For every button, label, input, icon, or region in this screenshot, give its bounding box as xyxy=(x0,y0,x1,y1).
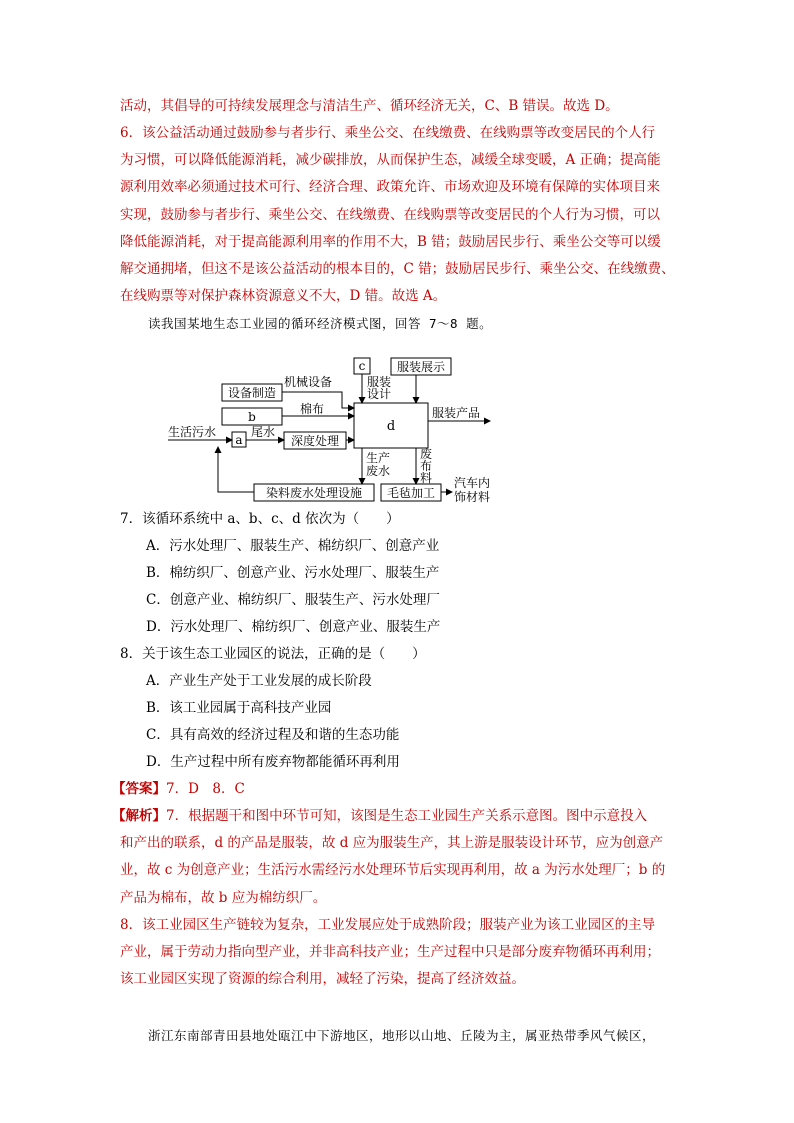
answer-text: 7．D 8．C xyxy=(166,781,245,797)
question-8-option-a: A．产业生产处于工业发展的成长阶段 xyxy=(146,673,372,689)
explanation-q6-line: 降低能源消耗，对于提高能源利用率的作用不大，B 错；鼓励居民步行、乘坐公交等可以缓 xyxy=(120,233,661,250)
label-shengchan-feishui-1: 生产 xyxy=(366,451,391,465)
label-qiche-neishi-2: 饰材料 xyxy=(454,490,491,504)
label-fei-bu-liao-2: 布 xyxy=(420,459,433,473)
answer-line xyxy=(112,776,245,803)
box-c-label: c xyxy=(358,359,366,373)
label-mianbu: 棉布 xyxy=(300,402,325,416)
box-maozhan-label: 毛毡加工 xyxy=(386,486,436,500)
label-shengchan-feishui-2: 废水 xyxy=(366,464,391,478)
label-fuzhuang-sheji-1: 服装 xyxy=(367,375,392,389)
question-8-option-c: C．具有高效的经济过程及和谐的生态功能 xyxy=(146,727,400,743)
question-7-option-a: A．污水处理厂、服装生产、棉纺织厂、创意产业 xyxy=(146,538,440,554)
question-7-option-d: D．污水处理厂、棉纺织厂、创意产业、服装生产 xyxy=(146,619,441,635)
question-8-stem: 8．关于该生态工业园区的说法，正确的是（ ） xyxy=(120,646,426,662)
explanation-q6-line: 解交通拥堵，但这不是该公益活动的根本目的，C 错；鼓励居民步行、乘坐公交、在线缴费、 xyxy=(120,261,675,278)
box-shendu-label: 深度处理 xyxy=(290,434,340,448)
box-b-label: b xyxy=(248,410,256,424)
label-shenghuo-wushui: 生活污水 xyxy=(168,425,217,439)
explanation-q6-line: 为习惯，可以降低能源消耗，减少碳排放，从而保护生态，减缓全球变暖，A 正确；提高能 xyxy=(120,152,661,169)
label-jixie-shebei: 机械设备 xyxy=(284,375,333,389)
analysis-q7 xyxy=(112,803,676,912)
label-fuzhuang-sheji-2: 设计 xyxy=(367,387,392,401)
explanation-q6-line: 源利用效率必须通过技术可行、经济合理、政策允许、市场欢迎及环境有保障的实体项目来 xyxy=(120,179,660,196)
analysis-q8-line: 8．该工业园区生产链较为复杂，工业发展应处于成熟阶段；服装产业为该工业园区的主导 xyxy=(120,917,656,933)
question-8-option-b: B．该工业园属于高科技产业园 xyxy=(146,700,332,716)
box-fuzhuang-zhanshi-label: 服装展示 xyxy=(396,360,446,374)
circular-economy-diagram xyxy=(160,346,520,511)
explanation-q6 xyxy=(120,120,676,310)
box-a-label: a xyxy=(235,433,243,447)
analysis-q8-line: 该工业园区实现了资源的综合利用，减轻了污染，提高了经济效益。 xyxy=(120,971,525,988)
analysis-q8 xyxy=(120,912,676,994)
explanation-q6-line: 6．该公益活动通过鼓励参与者步行、乘坐公交、在线缴费、在线购票等改变居民的个人行 xyxy=(120,125,656,141)
analysis-label: 【解析】 xyxy=(112,808,166,824)
label-fei-bu-liao-1: 废 xyxy=(420,447,433,461)
box-ranliao-label: 染料废水处理设施 xyxy=(265,486,363,500)
next-question-intro: 浙江东南部青田县地处瓯江中下游地区，地形以山地、丘陵为主，属亚热带季风气候区， xyxy=(148,1028,656,1043)
label-weishui: 尾水 xyxy=(251,425,276,439)
question-7-stem: 7．该循环系统中 a、b、c、d 依次为（ ） xyxy=(120,511,400,527)
question-7-option-b: B．棉纺织厂、创意产业、污水处理厂、服装生产 xyxy=(146,565,440,581)
explanation-q6-line: 在线购票等对保护森林资源意义不大，D 错。故选 A。 xyxy=(120,288,447,305)
analysis-q7-line: 业，故 c 为创意产业；生活污水需经污水处理环节后实现再利用，故 a 为污水处理厂；b 的 xyxy=(120,862,666,879)
question-intro: 读我国某地生态工业园的循环经济模式图，回答 7～8 题。 xyxy=(148,316,493,331)
box-shebei-label: 设备制造 xyxy=(227,386,277,400)
question-7-option-c: C．创意产业、棉纺织厂、服装生产、污水处理厂 xyxy=(146,592,440,608)
explanation-q6-line: 实现，鼓励参与者步行、乘坐公交、在线缴费、在线购票等改变居民的个人行为习惯，可以 xyxy=(120,206,660,223)
box-d-label: d xyxy=(386,419,396,434)
question-8-option-d: D．生产过程中所有废弃物都能循环再利用 xyxy=(146,754,400,770)
explanation-line-1: 活动，其倡导的可持续发展理念与清洁生产、循环经济无关，C、B 错误。故选 D。 xyxy=(120,98,619,114)
label-fuzhuang-chanpin: 服装产品 xyxy=(432,406,481,420)
analysis-q7-line: 和产出的联系，d 的产品是服装，故 d 应为服装生产，其上游是服装设计环节，应为创意产 xyxy=(120,835,664,852)
analysis-q7-line: 产品为棉布，故 b 应为棉纺织厂。 xyxy=(120,889,327,906)
label-fei-bu-liao-3: 料 xyxy=(420,471,433,485)
analysis-q8-line: 产业，属于劳动力指向型产业，并非高科技产业；生产过程中只是部分废弃物循环再利用； xyxy=(120,944,660,961)
label-qiche-neishi-1: 汽车内 xyxy=(454,476,491,490)
analysis-q7-line: 7．根据题干和图中环节可知，该图是生态工业园生产关系示意图。图中示意投入 xyxy=(166,808,648,824)
answer-label: 【答案】 xyxy=(112,781,166,797)
